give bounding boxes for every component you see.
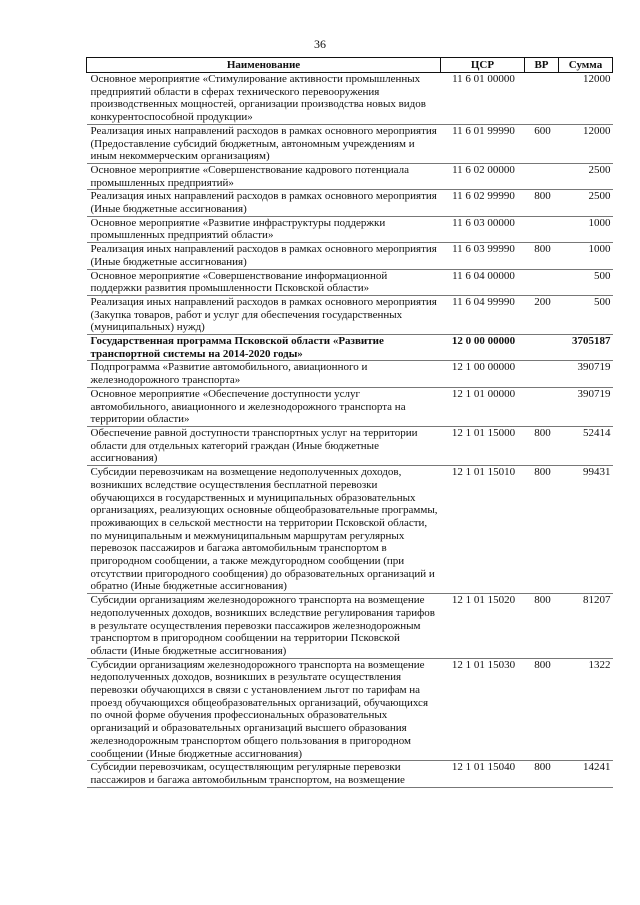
cell-sum: 2500 [559,190,613,216]
cell-vr: 800 [525,658,559,761]
cell-csr: 12 1 01 15020 [441,594,525,659]
cell-name: Основное мероприятие «Совершенствование кадрового потенциала промышленных предприятий» [87,163,441,189]
cell-vr: 800 [525,594,559,659]
cell-name: Субсидии перевозчикам на возмещение недополученных доходов, возникших вследствие осуществления бесплатной перевозки обучающихся в государственных и муниципальных образовательных организациях, реализующих основные общеобразовательные программы, проживающих в сельской местности на территории Псковской области, по муниципальным и межмуниципальным маршрутам регулярных перевозок пассажиров и багажа автомобильным транспортом в пригородном сообщении, а также междугородном сообщении (при отсутствии пригородного сообщения) до образовательных организаций и обратно (Иные бюджетные ассигнования) [87,466,441,594]
table-row [87,163,613,189]
cell-sum: 500 [559,269,613,295]
table-row [87,243,613,269]
table-row [87,387,613,426]
cell-sum: 1322 [559,658,613,761]
cell-sum: 500 [559,295,613,334]
budget-table [86,57,613,788]
cell-csr: 11 6 01 00000 [441,73,525,125]
cell-vr [525,387,559,426]
cell-sum: 12000 [559,73,613,125]
cell-vr [525,216,559,242]
page-number: 36 [314,37,326,51]
cell-name: Реализация иных направлений расходов в рамках основного мероприятия (Иные бюджетные ассигнования) [87,190,441,216]
cell-sum: 390719 [559,361,613,387]
table-row [87,335,613,361]
cell-name: Реализация иных направлений расходов в рамках основного мероприятия (Иные бюджетные ассигнования) [87,243,441,269]
cell-sum: 99431 [559,466,613,594]
cell-name: Основное мероприятие «Обеспечение доступности услуг автомобильного, авиационного и железнодорожного транспорта на территории области» [87,387,441,426]
cell-csr: 12 0 00 00000 [441,335,525,361]
cell-csr: 11 6 04 99990 [441,295,525,334]
cell-vr [525,361,559,387]
cell-csr: 11 6 02 99990 [441,190,525,216]
cell-csr: 12 1 00 00000 [441,361,525,387]
cell-sum: 81207 [559,594,613,659]
header-csr: ЦСР [441,58,525,73]
cell-sum: 1000 [559,216,613,242]
cell-sum: 52414 [559,426,613,465]
cell-name: Подпрограмма «Развитие автомобильного, авиационного и железнодорожного транспорта» [87,361,441,387]
table-row [87,466,613,594]
table-row [87,761,613,787]
table-row [87,73,613,125]
cell-name: Основное мероприятие «Совершенствование информационной поддержки развития промышленности Псковской области» [87,269,441,295]
cell-name: Государственная программа Псковской области «Развитие транспортной системы на 2014-2020 годы» [87,335,441,361]
cell-vr: 800 [525,466,559,594]
table-row [87,594,613,659]
cell-csr: 11 6 03 99990 [441,243,525,269]
header-sum: Сумма [559,58,613,73]
cell-sum: 1000 [559,243,613,269]
cell-csr: 11 6 04 00000 [441,269,525,295]
cell-csr: 12 1 01 00000 [441,387,525,426]
cell-sum: 2500 [559,163,613,189]
header-vr: ВР [525,58,559,73]
table-row [87,361,613,387]
table-row [87,658,613,761]
cell-sum: 3705187 [559,335,613,361]
table-row [87,269,613,295]
cell-csr: 11 6 02 00000 [441,163,525,189]
cell-csr: 12 1 01 15040 [441,761,525,787]
table-row [87,426,613,465]
cell-vr: 800 [525,190,559,216]
cell-csr: 12 1 01 15010 [441,466,525,594]
cell-vr [525,269,559,295]
cell-csr: 12 1 01 15000 [441,426,525,465]
cell-vr: 600 [525,124,559,163]
header-name: Наименование [87,58,441,73]
cell-vr: 800 [525,761,559,787]
cell-name: Субсидии организациям железнодорожного транспорта на возмещение недополученных доходов, возникших вследствие регулирования тарифов в результате осуществления перевозки пассажиров железнодорожным транспортом в пригородном сообщении на территории Псковской области (Иные бюджетные ассигнования) [87,594,441,659]
cell-name: Реализация иных направлений расходов в рамках основного мероприятия (Закупка товаров, работ и услуг для обеспечения государственных (муниципальных) нужд) [87,295,441,334]
table-row [87,216,613,242]
cell-vr [525,73,559,125]
table-row [87,190,613,216]
cell-vr [525,335,559,361]
cell-csr: 11 6 03 00000 [441,216,525,242]
cell-name: Реализация иных направлений расходов в рамках основного мероприятия (Предоставление субсидий бюджетным, автономным учреждениям и иным некоммерческим организациям) [87,124,441,163]
cell-sum: 14241 [559,761,613,787]
cell-name: Обеспечение равной доступности транспортных услуг на территории области для отдельных категорий граждан (Иные бюджетные ассигнования) [87,426,441,465]
cell-csr: 11 6 01 99990 [441,124,525,163]
table-header-row [87,58,613,73]
cell-name: Субсидии перевозчикам, осуществляющим регулярные перевозки пассажиров и багажа автомобильным транспортом, на возмещение [87,761,441,787]
cell-vr: 800 [525,243,559,269]
cell-name: Субсидии организациям железнодорожного транспорта на возмещение недополученных доходов, возникших в результате осуществления перевозки обучающихся в связи с установлением льгот по тарифам на проезд обучающихся общеобразовательных организаций, обучающихся по очной форме обучения профессиональных образовательных организаций и образовательных организаций высшего образования железнодорожным транспортом общего пользования в пригородном сообщении (Иные бюджетные ассигнования) [87,658,441,761]
cell-name: Основное мероприятие «Стимулирование активности промышленных предприятий области в сферах технического перевооружения производственных мощностей, организации производства новых видов конкурентоспособной продукции» [87,73,441,125]
cell-vr [525,163,559,189]
cell-csr: 12 1 01 15030 [441,658,525,761]
cell-sum: 390719 [559,387,613,426]
cell-sum: 12000 [559,124,613,163]
cell-vr: 800 [525,426,559,465]
table-body [87,73,613,788]
table-row [87,124,613,163]
table-row [87,295,613,334]
cell-name: Основное мероприятие «Развитие инфраструктуры поддержки промышленных предприятий области» [87,216,441,242]
cell-vr: 200 [525,295,559,334]
